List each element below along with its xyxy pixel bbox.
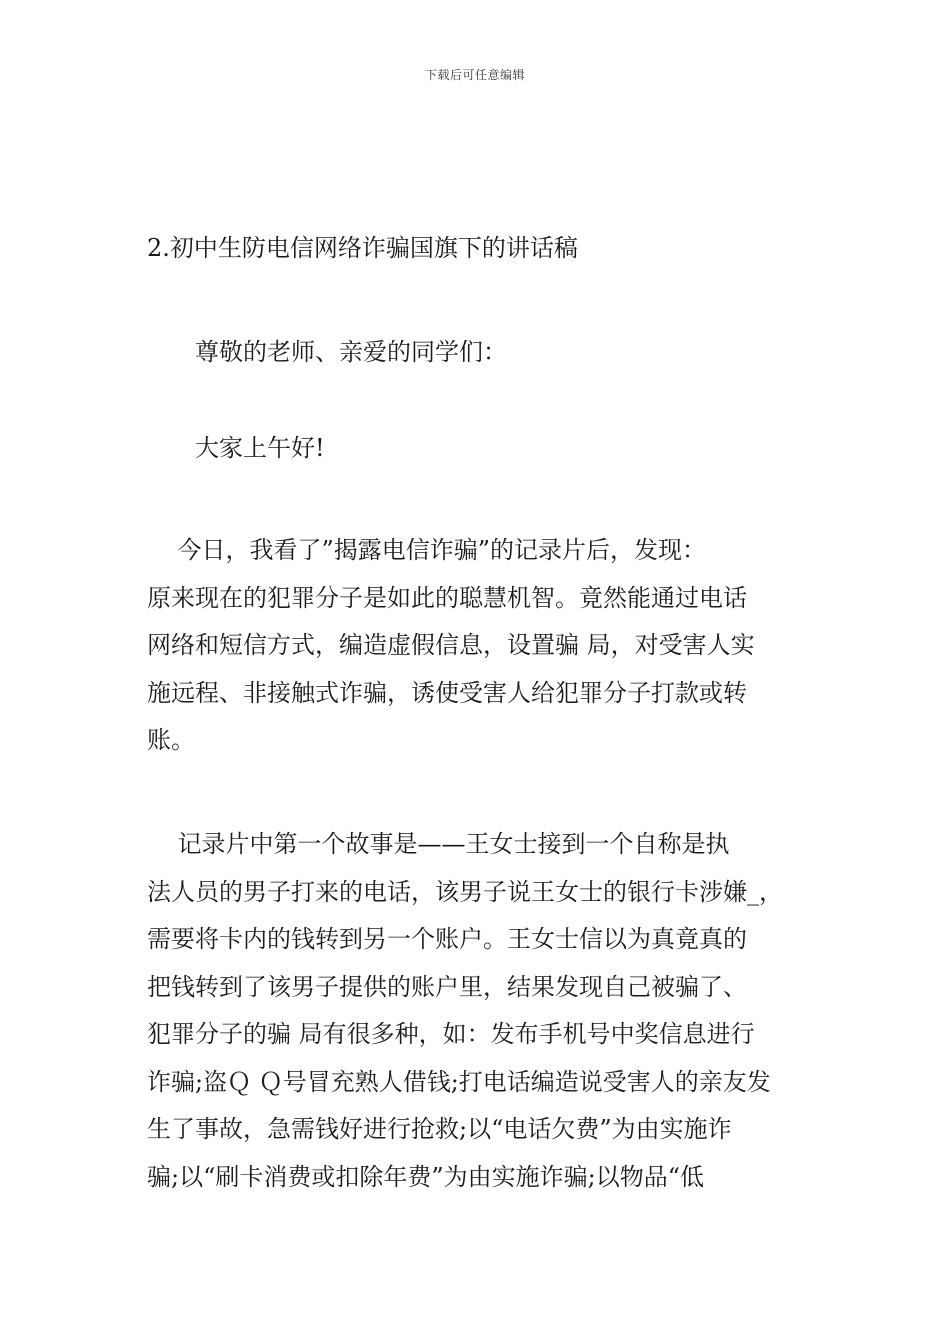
document-title: 2.初中生防电信网络诈骗国旗下的讲话稿 bbox=[147, 234, 578, 262]
paragraph-line: 生了事故，急需钱好进行抢救;以“电话欠费”为由实施诈 bbox=[147, 1115, 732, 1143]
paragraph-line: 犯罪分子的骗 局有很多种，如：发布手机号中奖信息进行 bbox=[147, 1020, 755, 1048]
paragraph-line: 把钱转到了该男子提供的账户里，结果发现自己被骗了、 bbox=[147, 972, 747, 1001]
paragraph-line: 诈骗;盗Ｑ Ｑ号冒充熟人借钱;打电话编造说受害人的亲友发 bbox=[147, 1067, 771, 1096]
paragraph-line: 施远程、非接触式诈骗，诱使受害人给犯罪分子打款或转 bbox=[147, 678, 747, 707]
salutation: 尊敬的老师、亲爱的同学们： bbox=[195, 338, 507, 366]
paragraph-story bbox=[147, 826, 809, 1206]
paragraph-line: 需要将卡内的钱转到另一个账户。王女士信以为真竟真的 bbox=[147, 925, 747, 953]
paragraph-line: 账。 bbox=[147, 726, 195, 754]
paragraph-line: 记录片中第一个故事是——王女士接到一个自称是执 bbox=[147, 830, 730, 858]
paragraph-intro bbox=[147, 532, 809, 770]
paragraph-line: 今日，我看了”揭露电信诈骗”的记录片后，发现： bbox=[147, 536, 707, 564]
paragraph-line: 网络和短信方式，编造虚假信息，设置骗 局，对受害人实 bbox=[147, 631, 755, 659]
greeting: 大家上午好! bbox=[195, 434, 325, 462]
paragraph-line: 原来现在的犯罪分子是如此的聪慧机智。竟然能通过电话 bbox=[147, 583, 747, 612]
paragraph-line: 法人员的男子打来的电话，该男子说王女士的银行卡涉嫌_， bbox=[147, 877, 783, 906]
paragraph-line: 骗;以“刷卡消费或扣除年费”为由实施诈骗;以物品“低 bbox=[147, 1162, 704, 1191]
header-note: 下载后可任意编辑 bbox=[424, 68, 525, 82]
